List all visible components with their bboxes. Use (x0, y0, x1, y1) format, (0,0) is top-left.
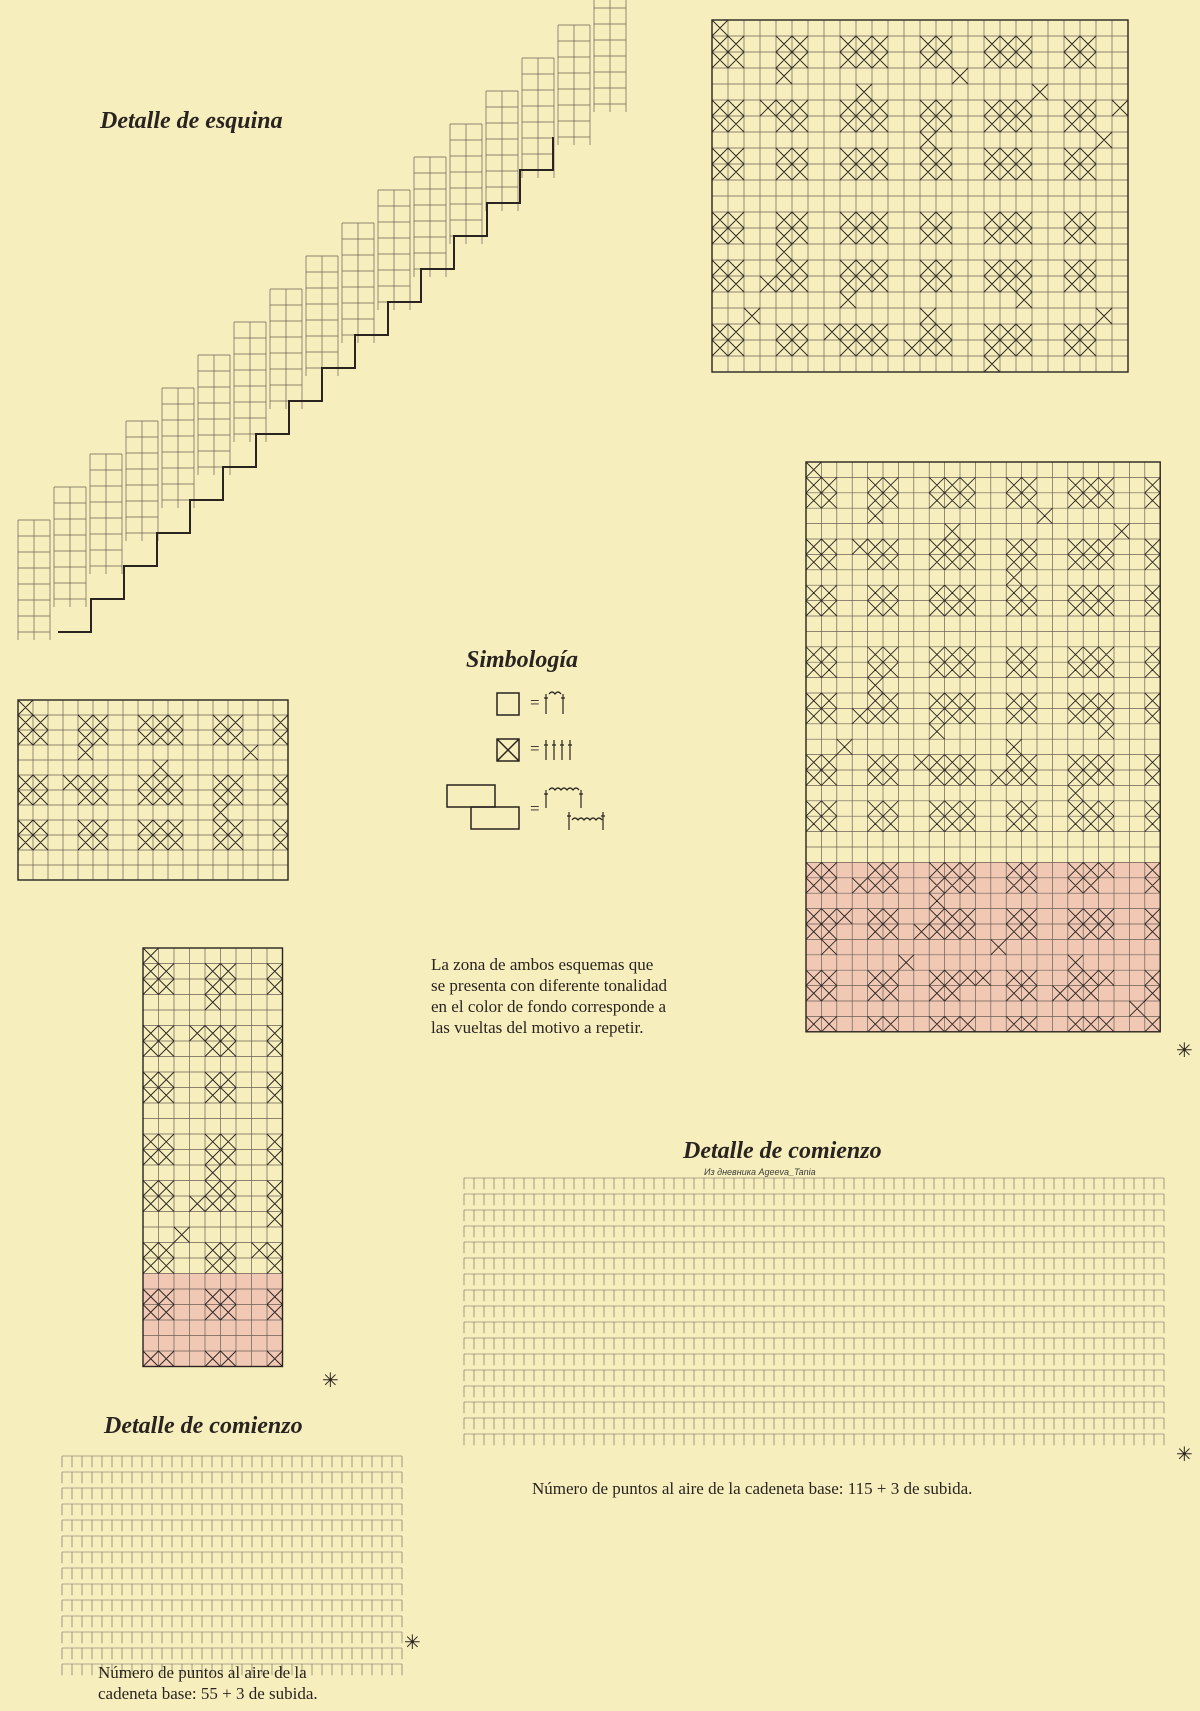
star-marker-small-chart: ✳ (404, 1630, 421, 1654)
tall-filet-chart (806, 462, 1200, 1062)
brick-pair-icon (446, 784, 526, 834)
small-caption-line-1: Número de puntos al aire de la (98, 1663, 307, 1682)
star-marker-narrow-chart: ✳ (322, 1368, 339, 1392)
note-line-4: las vueltas del motivo a repetir. (431, 1018, 644, 1037)
start-detail-chart-small (62, 1456, 412, 1686)
motif-note (431, 954, 731, 1038)
corner-chart-top-right (712, 20, 1182, 440)
legend-equals-2: = (530, 739, 540, 758)
crossed-square-icon (496, 738, 522, 764)
small-corner-chart (18, 700, 338, 930)
legend-equals-3: = (530, 799, 540, 818)
note-line-1: La zona de ambos esquemas que (431, 955, 654, 974)
small-caption-line-2: cadeneta base: 55 + 3 de subida. (98, 1684, 318, 1703)
large-chart-caption: Número de puntos al aire de la cadeneta base: 115 + 3 de subida. (532, 1479, 973, 1498)
start-detail-chart-large (464, 1178, 1184, 1468)
start-detail-heading-small: Detalle de comienzo (104, 1413, 303, 1439)
narrow-filet-chart (143, 948, 323, 1378)
star-marker-large-chart: ✳ (1176, 1442, 1193, 1466)
corner-detail-chart (0, 0, 700, 700)
symbology-legend (440, 680, 640, 840)
watermark: Из дневника Ageeva_Tania (704, 1167, 816, 1177)
small-chart-caption (98, 1662, 318, 1704)
corner-detail-heading: Detalle de esquina (100, 108, 283, 134)
chain-loop-stitch-icon (543, 786, 623, 836)
start-detail-heading-large: Detalle de comienzo (683, 1138, 882, 1164)
chain-dc-stitch-icon (543, 690, 583, 720)
star-marker-tall-chart: ✳ (1176, 1038, 1193, 1062)
open-square-icon (496, 692, 522, 718)
note-line-2: se presenta con diferente tonalidad (431, 976, 668, 995)
symbology-heading: Simbología (466, 647, 579, 673)
four-dc-stitch-icon (543, 736, 583, 766)
note-line-3: en el color de fondo corresponde a (431, 997, 667, 1016)
legend-equals-1: = (530, 693, 540, 712)
